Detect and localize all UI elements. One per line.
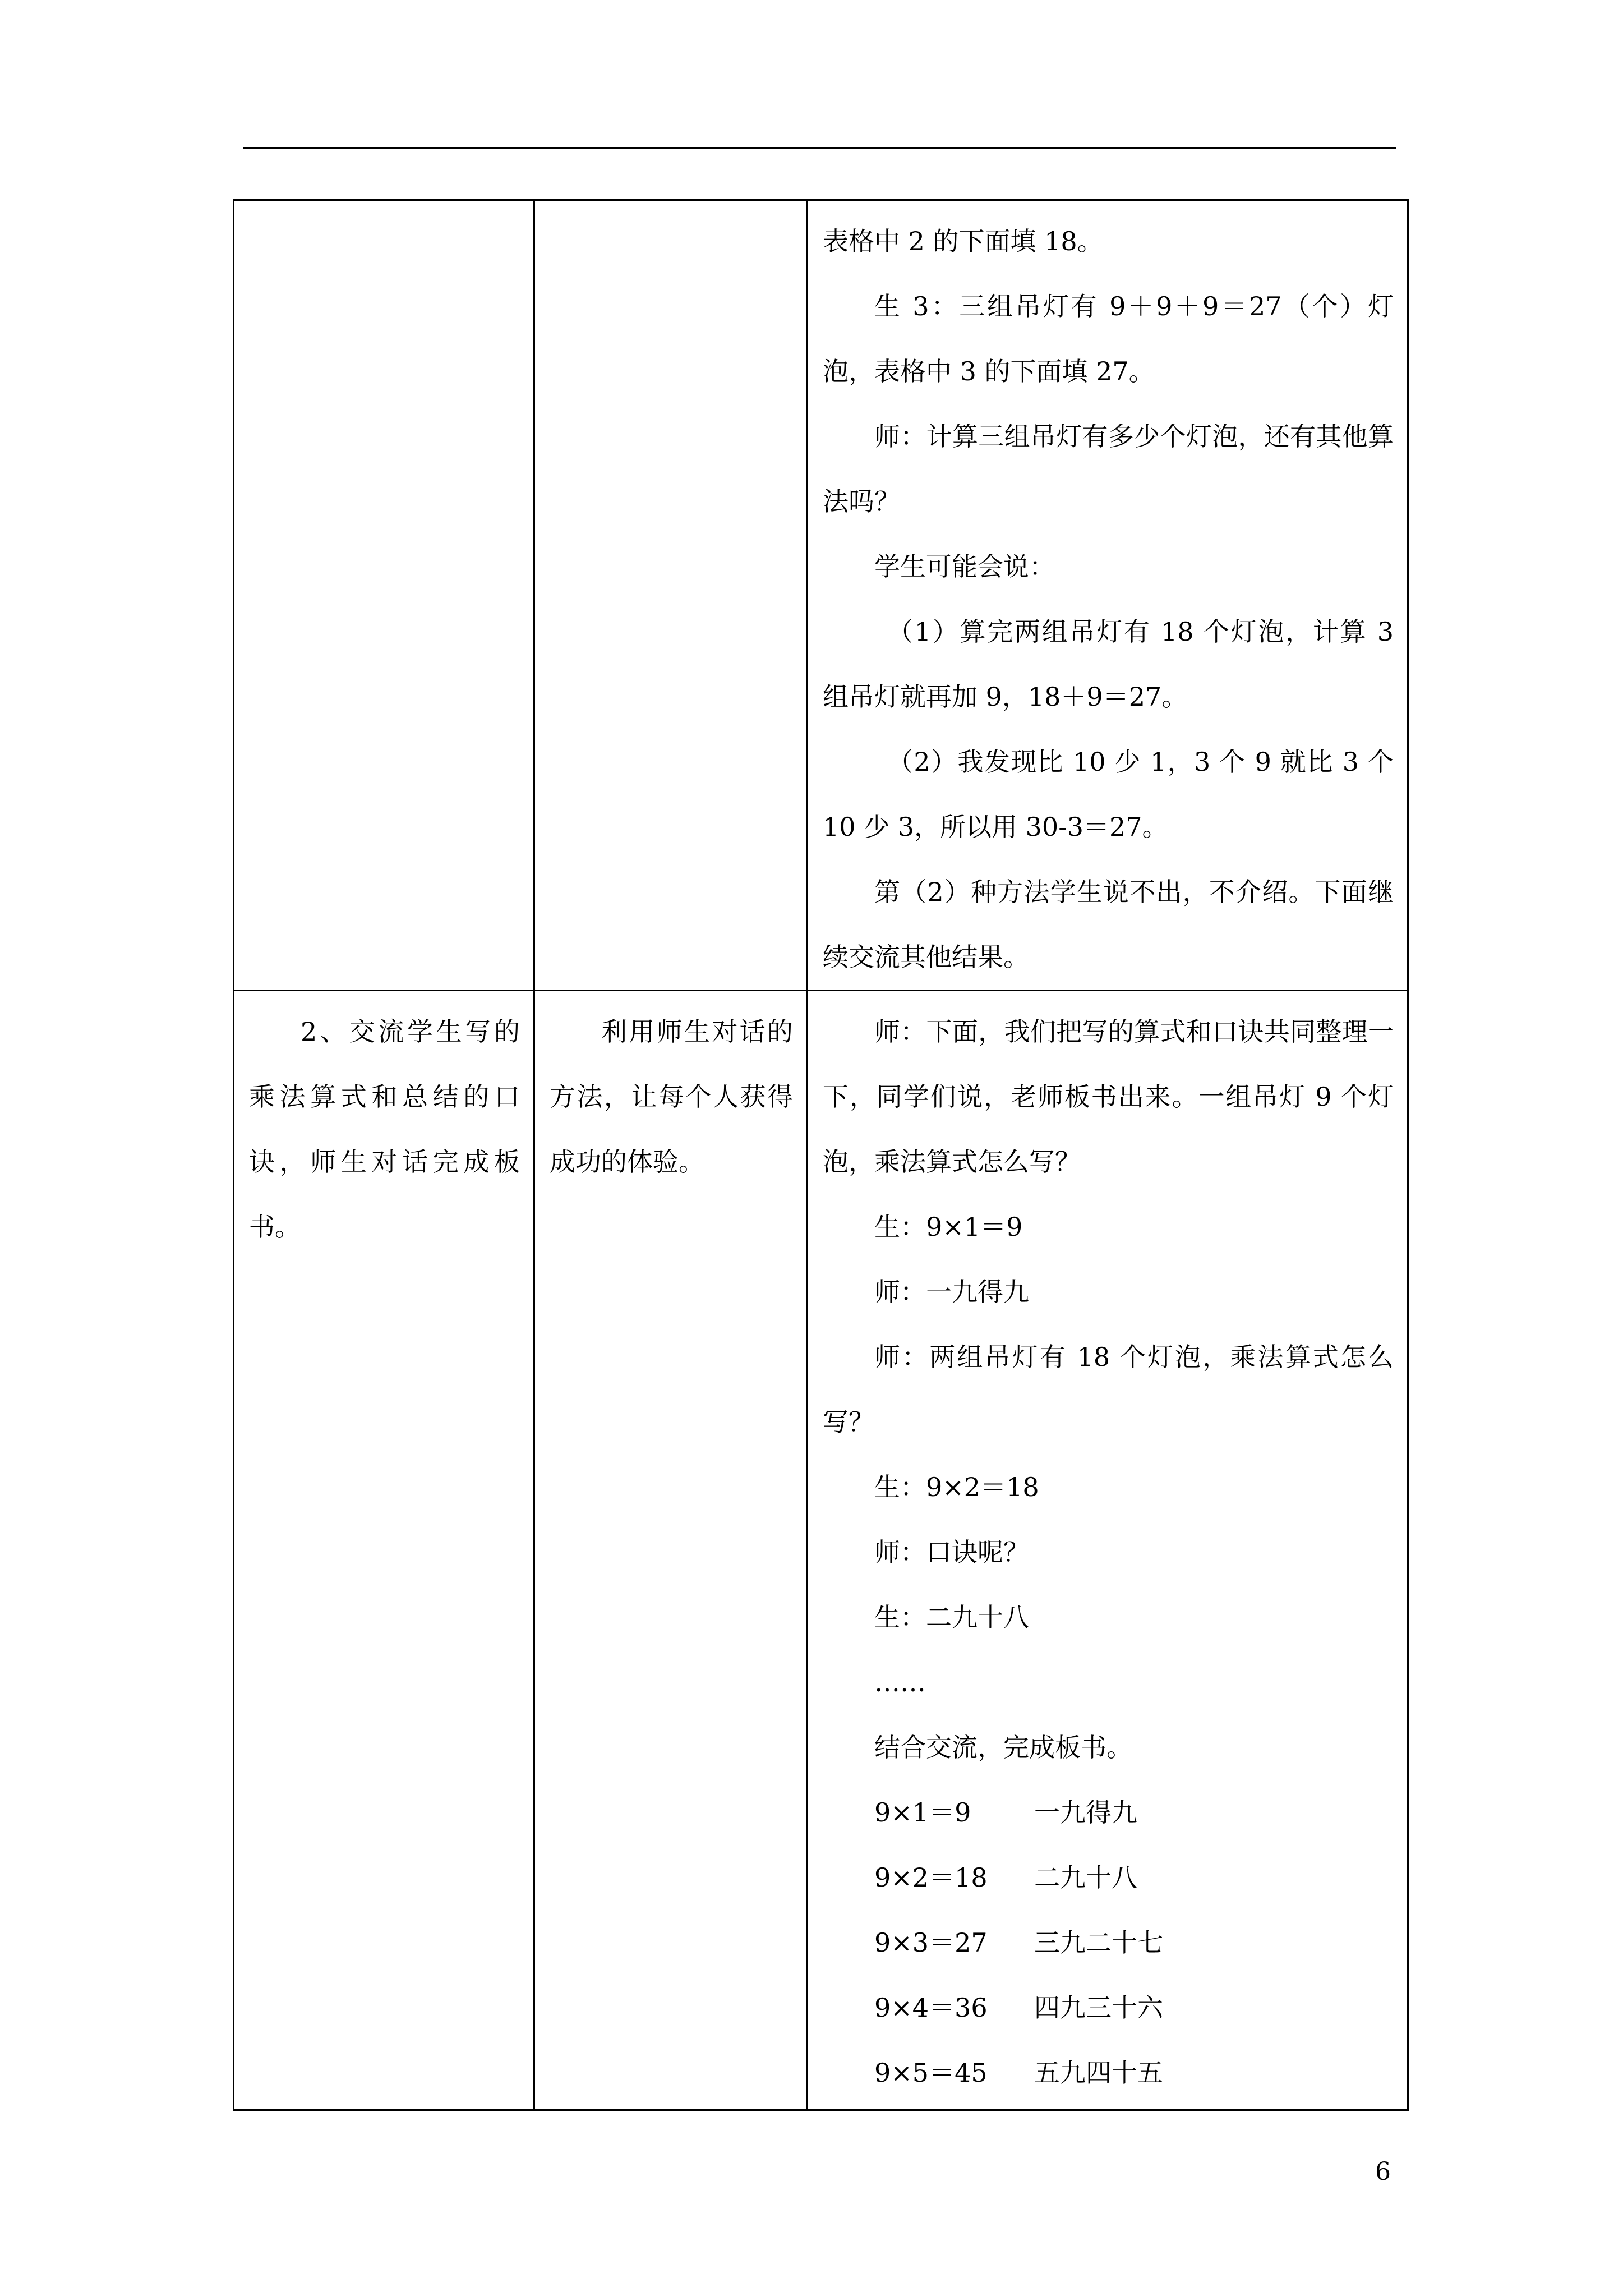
activity-text: 生：9×2＝18 (874, 1472, 1039, 1502)
activity-text: 师：下面，我们把写的算式和口诀共同整理一下，同学们说，老师板书出来。一组吊灯 9 个灯泡，乘法算式怎么写？ (823, 1016, 1394, 1177)
page-number: 6 (1375, 2157, 1391, 2186)
process-cell (234, 991, 534, 2110)
board-equation: 9×4＝36 (874, 1993, 988, 2023)
process-cell (234, 200, 534, 991)
board-row (823, 1780, 1394, 1845)
activity-text: 师：两组吊灯有 18 个灯泡，乘法算式怎么写？ (823, 1342, 1394, 1437)
activity-text: （2）我发现比 10 少 1，3 个 9 就比 3 个 10 少 3，所以用 30-3＝27。 (823, 747, 1402, 842)
header-rule (243, 147, 1396, 149)
activity-text: （1）算完两组吊灯有 18 个灯泡，计算 3 组吊灯就再加 9，18＋9＝27。 (823, 616, 1402, 712)
board-row (823, 2040, 1394, 2105)
board-rhyme: 二九十八 (1034, 1862, 1137, 1893)
board-equation: 9×5＝45 (874, 2058, 988, 2088)
intent-cell (534, 200, 808, 991)
board-equation: 9×2＝18 (874, 1862, 988, 1893)
board-row (823, 1910, 1394, 1975)
intent-cell (534, 991, 808, 2110)
activity-cell (808, 200, 1408, 991)
board-row (823, 1845, 1394, 1910)
activity-text: 生 3：三组吊灯有 9＋9＋9＝27（个）灯泡，表格中 3 的下面填 27。 (823, 291, 1394, 386)
activity-text: 学生可能会说： (874, 551, 1055, 582)
intent-text: 利用师生对话的方法，让每个人获得成功的体验。 (550, 1016, 793, 1177)
activity-text: 师：口诀呢？ (874, 1537, 1029, 1567)
board-row (823, 1975, 1394, 2040)
activity-text: 生：9×1＝9 (874, 1212, 1023, 1242)
board-equation: 9×1＝9 (874, 1797, 971, 1828)
lesson-plan-table (233, 199, 1409, 2111)
board-equation: 9×3＝27 (874, 1927, 988, 1958)
activity-text: …… (874, 1667, 926, 1697)
activity-text: 师：计算三组吊灯有多少个灯泡，还有其他算法吗？ (823, 421, 1394, 517)
board-rhyme: 四九三十六 (1034, 1993, 1163, 2023)
activity-text: 第（2）种方法学生说不出，不介绍。下面继续交流其他结果。 (823, 877, 1394, 972)
activity-text: 表格中 2 的下面填 18。 (823, 226, 1103, 256)
process-text: 2、交流学生写的乘法算式和总结的口诀，师生对话完成板书。 (249, 1016, 520, 1242)
activity-cell (808, 991, 1408, 2110)
table-row (234, 991, 1408, 2110)
activity-text: 结合交流，完成板书。 (874, 1732, 1132, 1763)
board-rhyme: 一九得九 (1034, 1797, 1137, 1828)
activity-text: 师：一九得九 (874, 1277, 1029, 1307)
table-row (234, 200, 1408, 991)
activity-text: 生：二九十八 (874, 1602, 1029, 1632)
board-rhyme: 三九二十七 (1034, 1927, 1163, 1958)
board-rhyme: 五九四十五 (1034, 2058, 1163, 2088)
